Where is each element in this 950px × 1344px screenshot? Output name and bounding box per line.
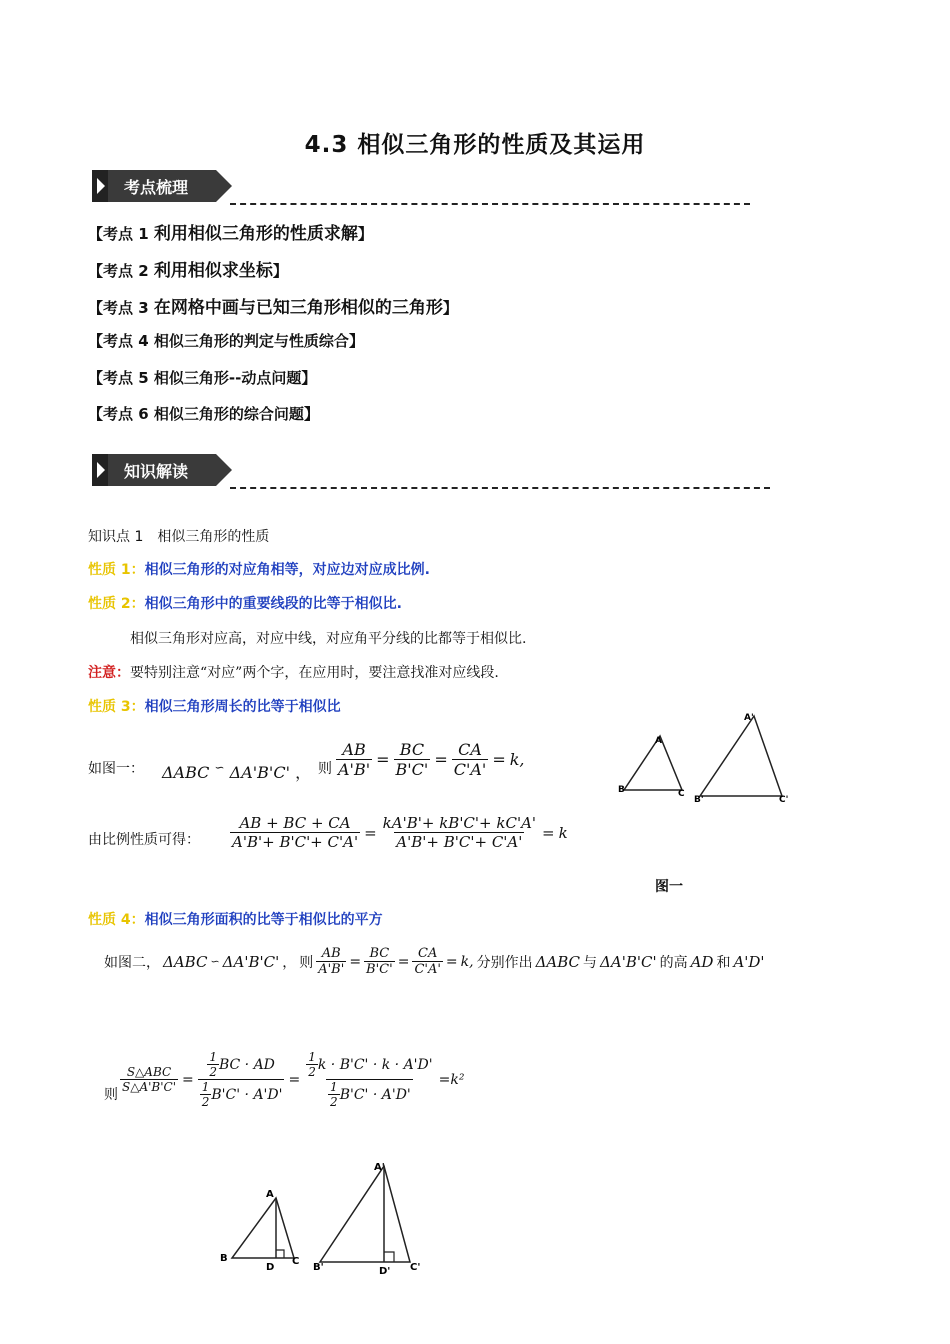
area-then: 则 [104, 1087, 118, 1103]
kaodian-label: 考点 5 [103, 369, 149, 387]
property-1 [88, 559, 430, 579]
property-4 [88, 909, 383, 929]
property-text: 相似三角形面积的比等于相似比的平方 [144, 912, 383, 928]
property-text: 相似三角形的对应角相等，对应边对应成比例. [144, 562, 430, 578]
fig2-intro: 如图二， [104, 954, 160, 971]
kaodian-text: 相似三角形的综合问题 [153, 405, 304, 423]
section-banner-zhishi [88, 450, 238, 490]
kaodian-label: 考点 3 [103, 299, 149, 317]
right-angle-mark [276, 1250, 284, 1258]
note [88, 662, 499, 682]
kaodian-text: 利用相似三角形的性质求解 [153, 224, 358, 244]
label-a: A [266, 1189, 274, 1200]
section-banner-kaodian [88, 166, 238, 206]
property-2 [88, 593, 402, 613]
triangle-abc: ΔABC [162, 763, 210, 782]
triangle-a2b2c2: ΔA'B'C' [229, 763, 290, 782]
banner-label: 考点梳理 [124, 178, 189, 197]
property-text: 相似三角形中的重要线段的比等于相似比. [144, 596, 402, 612]
figure-1-caption: 图一 [655, 879, 683, 895]
triangle-a2b2c2-shape [700, 716, 782, 796]
kaodian-label: 考点 2 [103, 262, 149, 280]
ratio-property-intro: 由比例性质可得： [88, 832, 200, 848]
area-equation: $\frac{\text{S△ABC}}{S\triangle A'B'C'}$ = $\frac{1}{2}$ BC · AD $\frac{1}{2}$ B'C' · A'D' = $\frac{1}{2}$ k · B'C' · k · A'D' $\frac{1}{2}$ B'C' · A'D' =k² [122, 1050, 465, 1109]
kaodian-text: 在网格中画与已知三角形相似的三角形 [153, 298, 443, 318]
right-angle-mark [384, 1252, 394, 1262]
kaodian-item: 【考点 3 在网格中画与已知三角形相似的三角形】 [88, 298, 458, 318]
note-label: 注意： [88, 665, 130, 681]
triangle-abc-shape [232, 1198, 294, 1258]
comma: ， [295, 763, 312, 782]
label-c2: C' [779, 795, 789, 805]
similar-symbol: ∽ [214, 760, 225, 775]
note-text: 要特别注意“对应”两个字，在应用时，要注意找准对应线段. [130, 665, 499, 681]
kaodian-item: 【考点 6 相似三角形的综合问题】 [88, 405, 319, 423]
label-d2: D' [379, 1266, 391, 1277]
kaodian-label: 考点 6 [103, 405, 149, 423]
kaodian-label: 考点 1 [103, 225, 149, 243]
property-3 [88, 696, 341, 716]
triangle-abc-shape [624, 736, 682, 790]
kaodian-item: 【考点 4 相似三角形的判定与性质综合】 [88, 332, 364, 350]
banner-label: 知识解读 [124, 462, 189, 481]
label-c: C [678, 789, 685, 799]
label-a2: A' [374, 1162, 385, 1173]
kaodian-text: 利用相似求坐标 [153, 261, 273, 281]
kaodian-item: 【考点 1 利用相似三角形的性质求解】 [88, 224, 373, 244]
label-b: B [618, 785, 625, 795]
kaodian-item: 【考点 5 相似三角形--动点问题】 [88, 369, 317, 387]
property-label: 性质 2： [88, 596, 145, 612]
kaodian-text: 相似三角形的判定与性质综合 [153, 332, 349, 350]
divider [230, 487, 770, 489]
page-title: 4.3 相似三角形的性质及其运用 [304, 132, 646, 158]
property-2-detail: 相似三角形对应高，对应中线，对应角平分线的比都等于相似比. [130, 631, 527, 647]
figure-2 [214, 1156, 434, 1280]
figure-1 [612, 706, 812, 816]
kaodian-label: 考点 4 [103, 332, 149, 350]
divider [230, 203, 750, 205]
property-label: 性质 4： [88, 912, 145, 928]
knowledge-title: 知识点 1 相似三角形的性质 [88, 529, 270, 545]
perimeter-equation: $\frac{AB + BC + CA}{A'B'+ B'C'+ C'A'}$ = $\frac{kA'B'+ kB'C'+ kC'A'}{A'B'+ B'C'+ C'A'}$ = k [232, 814, 568, 851]
similarity-statement-1 [162, 760, 311, 783]
property-label: 性质 3： [88, 699, 145, 715]
label-d: D [266, 1262, 275, 1273]
triangle-a2b2c2-shape [320, 1166, 410, 1262]
label-a: A [655, 736, 662, 746]
fig1-intro: 如图一： [88, 761, 144, 777]
label-b: B [220, 1253, 228, 1264]
label-c2: C' [410, 1262, 421, 1273]
property-label: 性质 1： [88, 562, 145, 578]
label-a2: A' [744, 713, 754, 723]
label-b2: B' [313, 1262, 324, 1273]
kaodian-text: 相似三角形--动点问题 [153, 369, 302, 387]
fig1-then: 则 [318, 761, 332, 777]
label-c: C [292, 1256, 300, 1267]
label-b2: B' [694, 795, 704, 805]
property-text: 相似三角形周长的比等于相似比 [144, 699, 341, 715]
fig2-statement: 如图二， ΔABC ∽ ΔA'B'C' ， 则 $\frac{AB}{A'B'}$ = $\frac{BC}{B'C'}$ = $\frac{CA}{C'A'}$ = k, 分别作出 ΔABC 与 ΔA'B'C' 的高 AD 和 A'D' [104, 946, 765, 977]
kaodian-item: 【考点 2 利用相似求坐标】 [88, 261, 288, 281]
ratio-equation-1: $\frac{AB}{A'B'}$ = $\frac{BC}{B'C'}$ = $\frac{CA}{C'A'}$ = k, [338, 740, 525, 779]
